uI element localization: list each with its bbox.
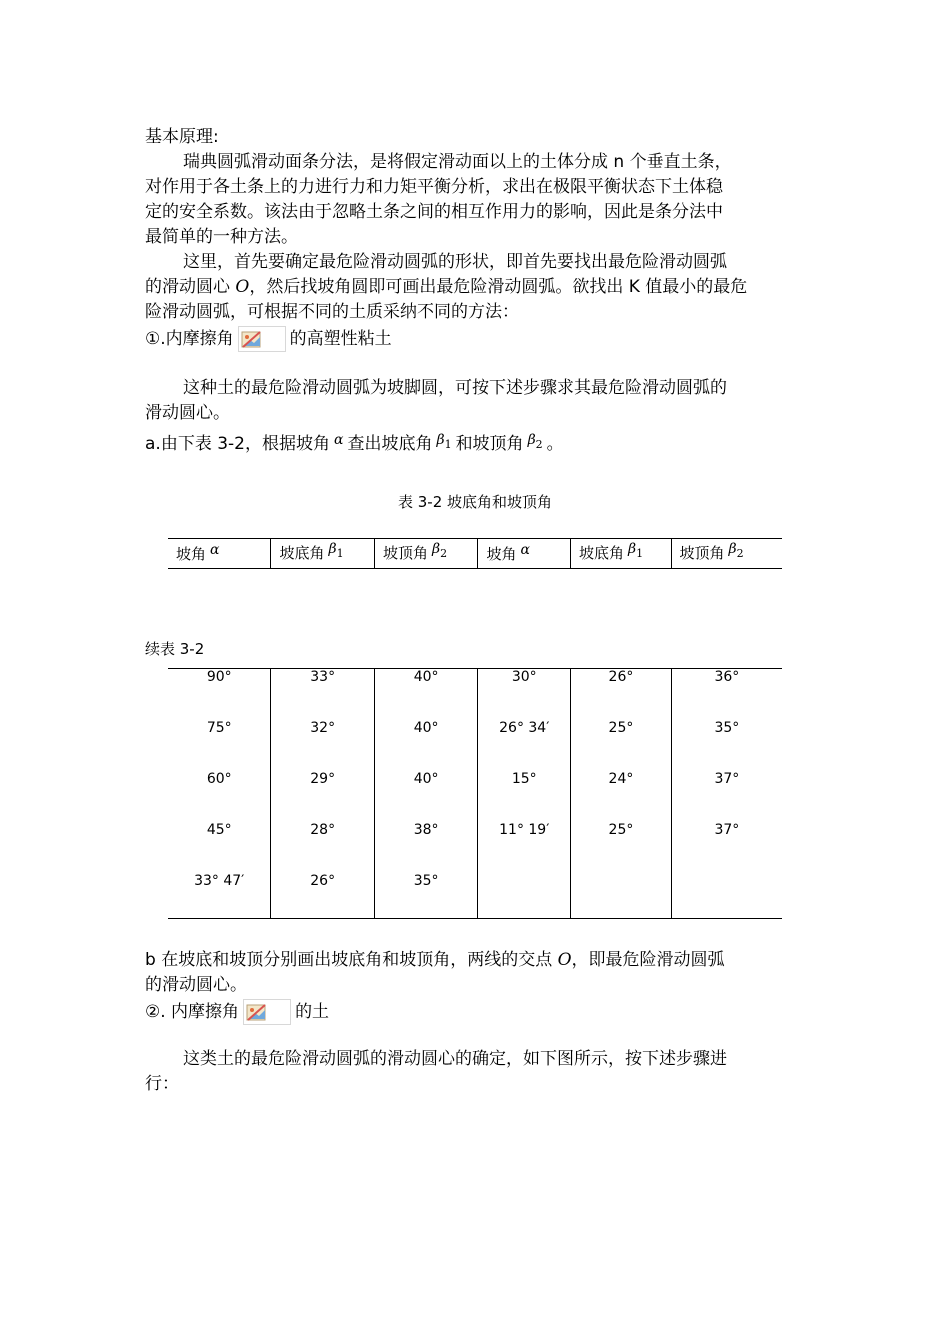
header-cell [271, 539, 375, 569]
text-span: ，然后找坡角圆即可画出最危险滑动圆弧。欲找出 K 值最小的最危 [249, 277, 748, 297]
table-cell: 40° [374, 669, 477, 721]
paragraph-line [145, 275, 810, 300]
beta-letter: β [527, 432, 536, 448]
table-cell: 35° [671, 720, 782, 771]
item-1-label: ①.内摩擦角 [145, 329, 234, 349]
text-span: 查出坡底角 [347, 434, 433, 454]
table-cell: 11° 19′ [478, 822, 571, 873]
table-cell: 45° [206, 822, 232, 838]
header-label: 坡角 [176, 545, 207, 563]
subscript: 2 [736, 546, 744, 560]
paragraph-line: 瑞典圆弧滑动面条分法，是将假定滑动面以上的土体分成 n 个垂直土条， [183, 152, 732, 172]
table-cell: 26° 34′ [478, 720, 571, 771]
text-span: b 在坡底和坡顶分别画出坡底角和坡顶角，两线的交点 [145, 950, 558, 970]
table-caption: 表 3-2 坡底角和坡顶角 [397, 493, 553, 511]
table-cell: 28° [271, 822, 374, 873]
step-b [145, 948, 810, 973]
item-2 [145, 999, 810, 1025]
header-cell [168, 539, 271, 569]
table-cell: 60° [206, 771, 232, 787]
alpha-symbol: α [210, 542, 220, 558]
beta-letter: β [328, 541, 337, 558]
angle-table-body [168, 668, 782, 919]
paragraph-line: 这种土的最危险滑动圆弧为坡脚圆，可按下述步骤求其最危险滑动圆弧的 [183, 378, 727, 398]
heading: 基本原理: [145, 127, 219, 147]
beta1-symbol [628, 541, 644, 560]
subscript: 2 [535, 437, 543, 451]
continued-label: 续表 3-2 [145, 640, 205, 658]
table-cell: 90° [168, 669, 271, 721]
table-row [168, 873, 782, 919]
beta2-symbol [431, 541, 448, 560]
beta1-symbol [436, 432, 452, 451]
header-label: 坡底角 [279, 544, 325, 563]
table-cell [671, 873, 782, 919]
paragraph-line: 险滑动圆弧，可根据不同的土质采纳不同的方法： [145, 302, 519, 322]
header-label: 坡顶角 [679, 544, 725, 563]
paragraph-line: 定的安全系数。该法由于忽略土条之间的相互作用力的影响，因此是条分法中 [145, 202, 723, 222]
header-cell [570, 539, 671, 569]
table-cell: 15° [478, 771, 571, 822]
item-2-text: 的土 [295, 1002, 330, 1022]
table-cell: 37° [671, 822, 782, 873]
table-cell [478, 873, 571, 919]
table-row [168, 771, 782, 822]
angle-table-header [168, 538, 782, 569]
paragraph-line: 的滑动圆心。 [145, 975, 247, 995]
text-span: 和坡顶角 [455, 434, 524, 454]
subscript: 2 [440, 546, 448, 560]
table-cell: 38° [374, 822, 477, 873]
table-cell: 33° 47′ [168, 873, 271, 919]
header-cell [478, 539, 571, 569]
text-span: 。 [546, 434, 564, 454]
subscript: 1 [336, 546, 344, 560]
item-1 [145, 326, 810, 352]
table-cell: 29° [271, 771, 374, 822]
table-cell: 40° [374, 771, 477, 822]
table-row [168, 669, 782, 721]
header-cell [374, 539, 478, 569]
subscript: 1 [636, 546, 644, 560]
beta-letter: β [728, 541, 737, 558]
beta-letter: β [436, 432, 445, 448]
beta-letter: β [628, 541, 637, 558]
subscript: 1 [444, 437, 452, 451]
table-cell: 30° [478, 669, 571, 721]
paragraph-line: 这里，首先要确定最危险滑动圆弧的形状，即首先要找出最危险滑动圆弧 [183, 252, 727, 272]
beta1-symbol [328, 541, 344, 560]
item-1-text: 的高塑性粘土 [289, 329, 392, 349]
broken-image-icon [243, 999, 291, 1025]
point-o: O [557, 950, 572, 970]
table-cell: 36° [671, 669, 782, 721]
table-cell: 35° [374, 873, 477, 919]
beta2-symbol [527, 432, 543, 451]
broken-image-icon [238, 326, 286, 352]
header-label: 坡底角 [578, 544, 624, 563]
table-cell: 37° [671, 771, 782, 822]
beta-letter: β [431, 541, 441, 558]
alpha-symbol: α [334, 432, 344, 448]
table-header-row [168, 539, 782, 569]
table-cell: 26° [271, 873, 374, 919]
table-cell: 75° [206, 720, 232, 736]
table-cell: 25° [571, 720, 672, 771]
text-span: ，即最危险滑动圆弧 [571, 950, 725, 970]
table-cell: 32° [271, 720, 374, 771]
table-cell: 24° [571, 771, 672, 822]
table-row [168, 720, 782, 771]
paragraph-line: 滑动圆心。 [145, 403, 230, 423]
paragraph-line: 最简单的一种方法。 [145, 227, 298, 247]
paragraph-line: 行： [145, 1074, 179, 1094]
paragraph-line: 这类土的最危险滑动圆弧的滑动圆心的确定，如下图所示，按下述步骤进 [183, 1049, 727, 1069]
step-a [145, 432, 810, 462]
header-label: 坡角 [486, 545, 517, 563]
paragraph-line: 对作用于各土条上的力进行力和力矩平衡分析，求出在极限平衡状态下土体稳 [145, 177, 723, 197]
table-cell: 26° [571, 669, 672, 721]
text-span: 的滑动圆心 [145, 277, 236, 297]
table-cell: 25° [571, 822, 672, 873]
table-cell: 40° [374, 720, 477, 771]
alpha-symbol: α [520, 542, 530, 558]
text-span: a.由下表 3-2，根据坡角 [145, 434, 330, 454]
table-row [168, 822, 782, 873]
beta2-symbol [728, 541, 744, 560]
header-label: 坡顶角 [382, 544, 428, 563]
point-o: O [235, 277, 250, 297]
table-cell [571, 873, 672, 919]
item-2-label: ②. 内摩擦角 [145, 1002, 240, 1022]
header-cell [671, 539, 782, 569]
table-cell: 33° [271, 669, 374, 721]
